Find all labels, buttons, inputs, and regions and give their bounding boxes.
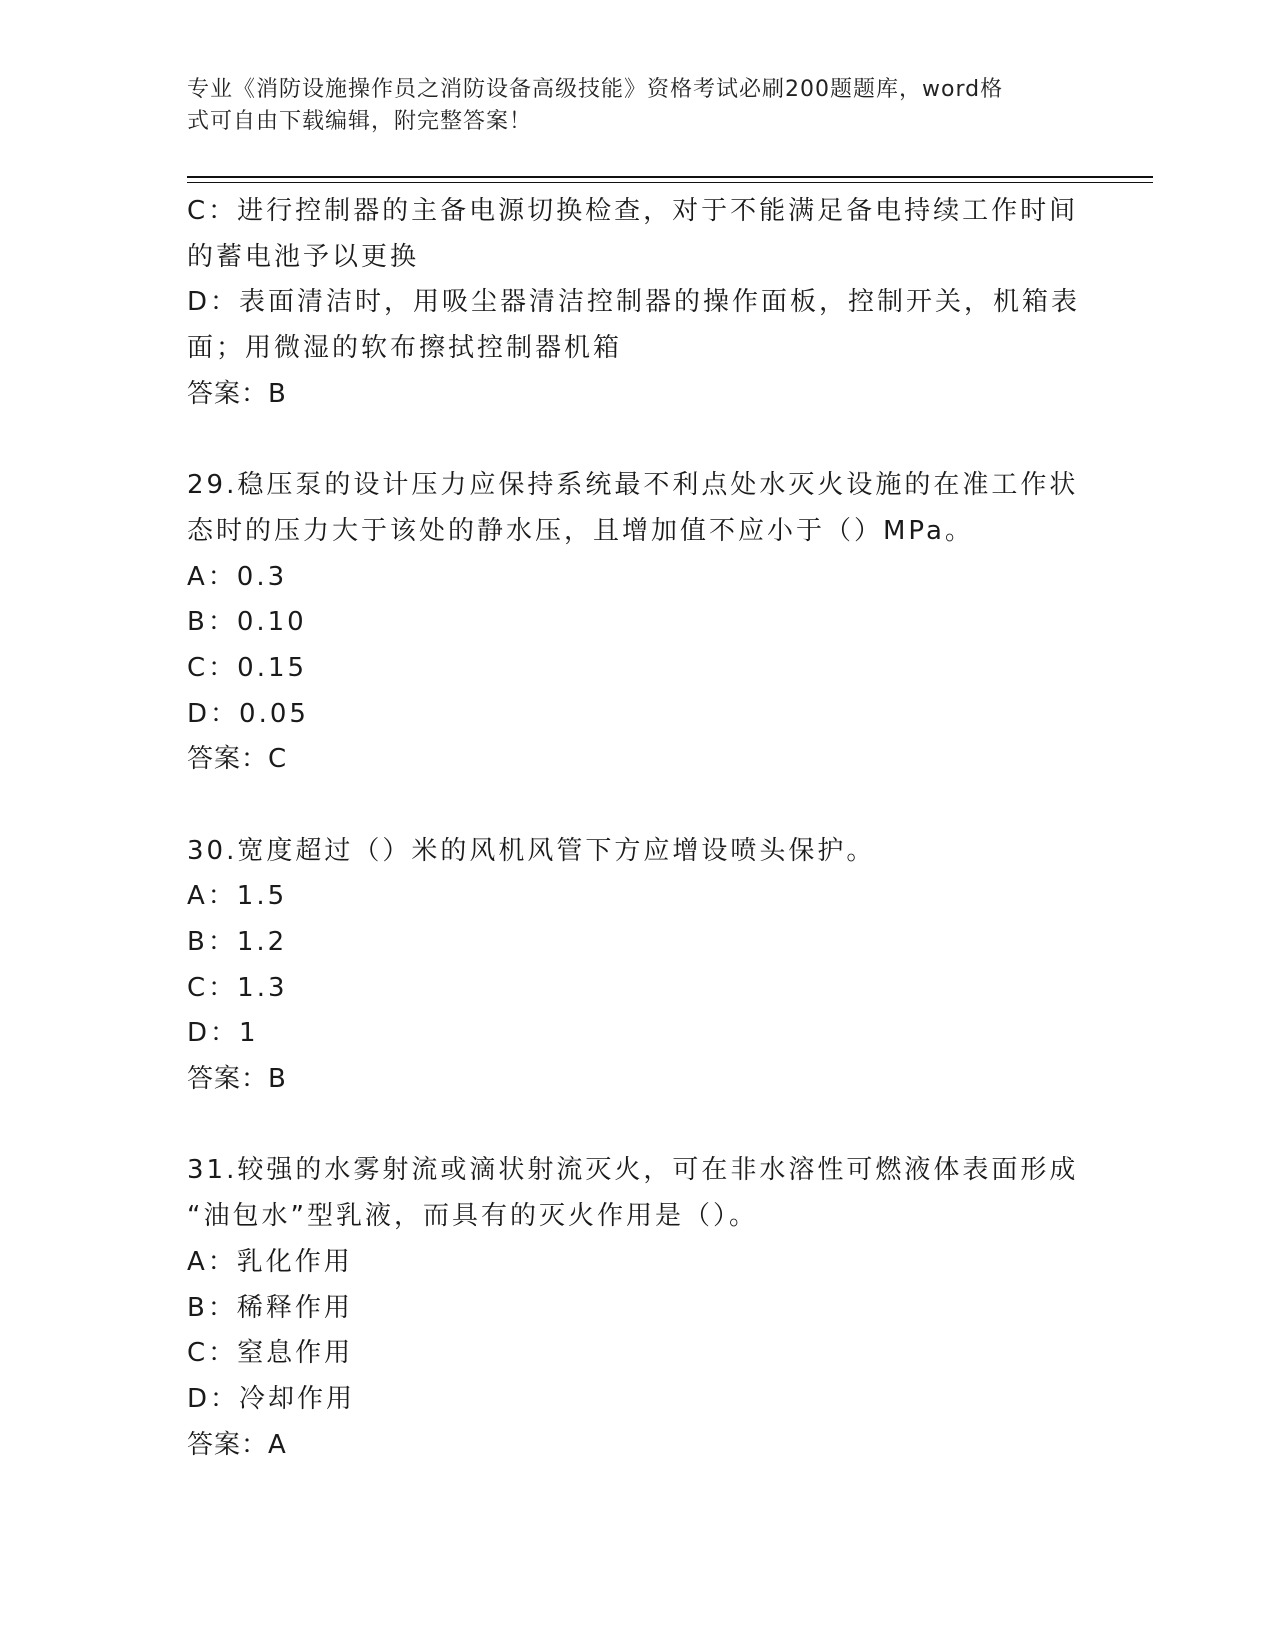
option-d-line-2: 面；用微湿的软布擦拭控制器机箱 (187, 333, 623, 364)
answer-line: 答案：C (187, 744, 288, 775)
header-line-1: 专业《消防设施操作员之消防设备高级技能》资格考试必刷200题题库，word格 (187, 77, 1004, 102)
document-header (187, 74, 1087, 138)
option-b: B：稀释作用 (187, 1292, 353, 1323)
header-divider-thick (187, 176, 1153, 178)
option-c: C：0.15 (187, 652, 308, 683)
question-stem-line-1: 31.较强的水雾射流或滴状射流灭火，可在非水溶性可燃液体表面形成 (187, 1155, 1079, 1186)
question-30 (187, 829, 1087, 1103)
question-stem-line-1: 29.稳压泵的设计压力应保持系统最不利点处水灭火设施的在准工作状 (187, 470, 1079, 501)
question-stem-line-2: “油包水”型乳液，而具有的灭火作用是（）。 (187, 1201, 758, 1232)
spacer (187, 1103, 1087, 1149)
option-c-line-1: C：进行控制器的主备电源切换检查，对于不能满足备电持续工作时间 (187, 196, 1079, 226)
header-line-2: 式可自由下载编辑，附完整答案！ (187, 109, 533, 134)
option-d: D：冷却作用 (187, 1383, 356, 1414)
question-29 (187, 463, 1087, 783)
question-31 (187, 1148, 1087, 1468)
option-d: D：0.05 (187, 698, 309, 729)
answer-line: 答案：B (187, 1064, 287, 1095)
option-c: C：窒息作用 (187, 1338, 354, 1369)
option-c-line-2: 的蓄电池予以更换 (187, 241, 420, 272)
question-28-continuation (187, 189, 1087, 417)
option-a: A：1.5 (187, 881, 288, 912)
option-a: A：0.3 (187, 561, 288, 592)
answer-line: 答案：A (187, 1429, 287, 1460)
option-d-line-1: D：表面清洁时，用吸尘器清洁控制器的操作面板，控制开关，机箱表 (187, 287, 1081, 318)
option-b: B：1.2 (187, 927, 288, 957)
question-stem-line-2: 态时的压力大于该处的静水压，且增加值不应小于（）MPa。 (187, 515, 974, 546)
question-stem-line-1: 30.宽度超过（）米的风机风管下方应增设喷头保护。 (187, 835, 876, 866)
spacer (187, 417, 1087, 463)
spacer (187, 783, 1087, 829)
answer-line: 答案：B (187, 378, 287, 409)
option-b: B：0.10 (187, 607, 307, 638)
option-d: D：1 (187, 1018, 259, 1049)
option-a: A：乳化作用 (187, 1246, 353, 1277)
header-divider-thin (187, 182, 1153, 183)
question-list (187, 189, 1087, 1468)
option-c: C：1.3 (187, 972, 288, 1003)
